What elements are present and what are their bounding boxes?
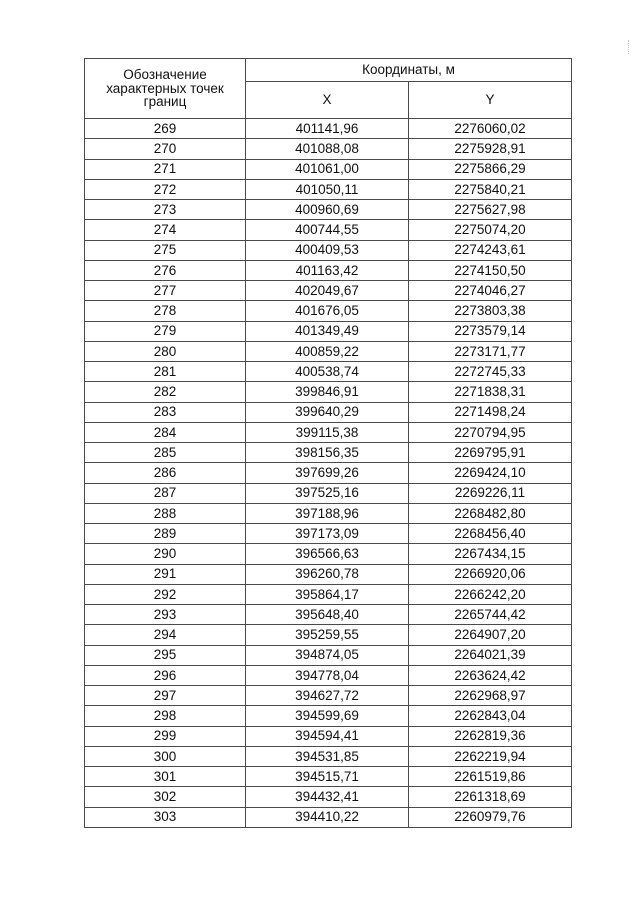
table-row [85, 503, 572, 523]
y-coordinate-cell: 2274150,50 [409, 260, 572, 280]
header-x: X [246, 82, 409, 119]
y-coordinate-cell: 2273579,14 [409, 321, 572, 341]
table-row [85, 645, 572, 665]
y-coordinate-cell: 2272745,33 [409, 362, 572, 382]
y-coordinate-cell: 2262219,94 [409, 746, 572, 766]
point-id-cell: 301 [85, 767, 246, 787]
table-row [85, 159, 572, 179]
table-body [85, 119, 572, 828]
x-coordinate-cell: 395864,17 [246, 584, 409, 604]
table-row [85, 483, 572, 503]
y-coordinate-cell: 2262819,36 [409, 726, 572, 746]
point-id-cell: 284 [85, 422, 246, 442]
scan-margin-mark [628, 40, 632, 54]
x-coordinate-cell: 401088,08 [246, 139, 409, 159]
table-row [85, 179, 572, 199]
header-y: Y [409, 82, 572, 119]
table-row [85, 726, 572, 746]
point-id-cell: 285 [85, 443, 246, 463]
x-coordinate-cell: 395648,40 [246, 605, 409, 625]
point-id-cell: 283 [85, 402, 246, 422]
table-row [85, 584, 572, 604]
point-id-cell: 272 [85, 179, 246, 199]
x-coordinate-cell: 400744,55 [246, 220, 409, 240]
x-coordinate-cell: 399115,38 [246, 422, 409, 442]
y-coordinate-cell: 2271498,24 [409, 402, 572, 422]
table-row [85, 422, 572, 442]
x-coordinate-cell: 400960,69 [246, 200, 409, 220]
table-row [85, 605, 572, 625]
y-coordinate-cell: 2263624,42 [409, 665, 572, 685]
x-coordinate-cell: 396260,78 [246, 564, 409, 584]
x-coordinate-cell: 397525,16 [246, 483, 409, 503]
y-coordinate-cell: 2264021,39 [409, 645, 572, 665]
y-coordinate-cell: 2262843,04 [409, 706, 572, 726]
y-coordinate-cell: 2276060,02 [409, 119, 572, 139]
x-coordinate-cell: 394778,04 [246, 665, 409, 685]
table-row [85, 706, 572, 726]
table-row [85, 119, 572, 139]
y-coordinate-cell: 2269795,91 [409, 443, 572, 463]
table-row [85, 200, 572, 220]
point-id-cell: 290 [85, 544, 246, 564]
x-coordinate-cell: 394627,72 [246, 686, 409, 706]
y-coordinate-cell: 2269424,10 [409, 463, 572, 483]
y-coordinate-cell: 2274243,61 [409, 240, 572, 260]
x-coordinate-cell: 394410,22 [246, 807, 409, 827]
x-coordinate-cell: 397188,96 [246, 503, 409, 523]
table-row [85, 443, 572, 463]
point-id-cell: 271 [85, 159, 246, 179]
point-id-cell: 288 [85, 503, 246, 523]
table-row [85, 220, 572, 240]
x-coordinate-cell: 394874,05 [246, 645, 409, 665]
table-header [85, 59, 572, 119]
y-coordinate-cell: 2268482,80 [409, 503, 572, 523]
point-id-cell: 281 [85, 362, 246, 382]
x-coordinate-cell: 400409,53 [246, 240, 409, 260]
y-coordinate-cell: 2275928,91 [409, 139, 572, 159]
y-coordinate-cell: 2260979,76 [409, 807, 572, 827]
x-coordinate-cell: 399846,91 [246, 382, 409, 402]
table-row [85, 787, 572, 807]
table-row [85, 544, 572, 564]
point-id-cell: 269 [85, 119, 246, 139]
y-coordinate-cell: 2275627,98 [409, 200, 572, 220]
y-coordinate-cell: 2275074,20 [409, 220, 572, 240]
table-row [85, 240, 572, 260]
table-row [85, 564, 572, 584]
table-row [85, 463, 572, 483]
x-coordinate-cell: 397699,26 [246, 463, 409, 483]
x-coordinate-cell: 394594,41 [246, 726, 409, 746]
table-row [85, 665, 572, 685]
table-row [85, 746, 572, 766]
table-row [85, 382, 572, 402]
point-id-cell: 295 [85, 645, 246, 665]
table-row [85, 139, 572, 159]
x-coordinate-cell: 400538,74 [246, 362, 409, 382]
y-coordinate-cell: 2273171,77 [409, 341, 572, 361]
table-row [85, 281, 572, 301]
table-row [85, 625, 572, 645]
table-row [85, 260, 572, 280]
x-coordinate-cell: 397173,09 [246, 524, 409, 544]
y-coordinate-cell: 2275840,21 [409, 179, 572, 199]
coordinates-table [84, 58, 572, 828]
x-coordinate-cell: 396566,63 [246, 544, 409, 564]
point-id-cell: 282 [85, 382, 246, 402]
point-id-cell: 291 [85, 564, 246, 584]
y-coordinate-cell: 2266920,06 [409, 564, 572, 584]
x-coordinate-cell: 399640,29 [246, 402, 409, 422]
point-id-cell: 278 [85, 301, 246, 321]
x-coordinate-cell: 401349,49 [246, 321, 409, 341]
point-id-cell: 279 [85, 321, 246, 341]
point-id-cell: 293 [85, 605, 246, 625]
y-coordinate-cell: 2273803,38 [409, 301, 572, 321]
x-coordinate-cell: 394515,71 [246, 767, 409, 787]
table-row [85, 524, 572, 544]
y-coordinate-cell: 2265744,42 [409, 605, 572, 625]
table-row [85, 321, 572, 341]
point-id-cell: 286 [85, 463, 246, 483]
x-coordinate-cell: 394531,85 [246, 746, 409, 766]
point-id-cell: 297 [85, 686, 246, 706]
y-coordinate-cell: 2268456,40 [409, 524, 572, 544]
table-row [85, 341, 572, 361]
x-coordinate-cell: 394432,41 [246, 787, 409, 807]
x-coordinate-cell: 395259,55 [246, 625, 409, 645]
point-id-cell: 300 [85, 746, 246, 766]
point-id-cell: 302 [85, 787, 246, 807]
table-row [85, 686, 572, 706]
point-id-cell: 280 [85, 341, 246, 361]
point-id-cell: 298 [85, 706, 246, 726]
y-coordinate-cell: 2270794,95 [409, 422, 572, 442]
x-coordinate-cell: 402049,67 [246, 281, 409, 301]
x-coordinate-cell: 401061,00 [246, 159, 409, 179]
x-coordinate-cell: 401050,11 [246, 179, 409, 199]
point-id-cell: 287 [85, 483, 246, 503]
header-point-designation: Обозначение характерных точек границ [85, 59, 246, 119]
point-id-cell: 270 [85, 139, 246, 159]
point-id-cell: 303 [85, 807, 246, 827]
table-row [85, 807, 572, 827]
point-id-cell: 273 [85, 200, 246, 220]
y-coordinate-cell: 2264907,20 [409, 625, 572, 645]
point-id-cell: 296 [85, 665, 246, 685]
point-id-cell: 299 [85, 726, 246, 746]
point-id-cell: 292 [85, 584, 246, 604]
x-coordinate-cell: 401163,42 [246, 260, 409, 280]
x-coordinate-cell: 394599,69 [246, 706, 409, 726]
y-coordinate-cell: 2269226,11 [409, 483, 572, 503]
y-coordinate-cell: 2267434,15 [409, 544, 572, 564]
y-coordinate-cell: 2275866,29 [409, 159, 572, 179]
point-id-cell: 274 [85, 220, 246, 240]
point-id-cell: 275 [85, 240, 246, 260]
y-coordinate-cell: 2266242,20 [409, 584, 572, 604]
x-coordinate-cell: 400859,22 [246, 341, 409, 361]
point-id-cell: 289 [85, 524, 246, 544]
table-row [85, 301, 572, 321]
y-coordinate-cell: 2261519,86 [409, 767, 572, 787]
y-coordinate-cell: 2262968,97 [409, 686, 572, 706]
header-coordinates-group: Координаты, м [246, 59, 572, 82]
table-row [85, 767, 572, 787]
point-id-cell: 277 [85, 281, 246, 301]
y-coordinate-cell: 2261318,69 [409, 787, 572, 807]
point-id-cell: 294 [85, 625, 246, 645]
x-coordinate-cell: 401676,05 [246, 301, 409, 321]
x-coordinate-cell: 401141,96 [246, 119, 409, 139]
table-row [85, 362, 572, 382]
point-id-cell: 276 [85, 260, 246, 280]
y-coordinate-cell: 2274046,27 [409, 281, 572, 301]
table-row [85, 402, 572, 422]
x-coordinate-cell: 398156,35 [246, 443, 409, 463]
y-coordinate-cell: 2271838,31 [409, 382, 572, 402]
